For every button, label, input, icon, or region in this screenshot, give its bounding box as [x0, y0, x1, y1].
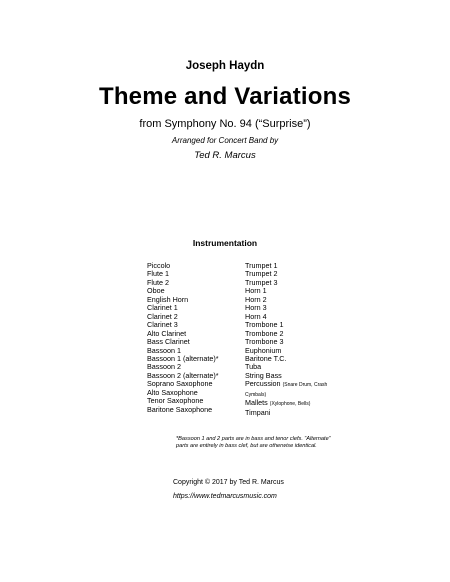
list-item: Clarinet 3	[147, 320, 178, 330]
list-item: Tuba	[245, 362, 262, 372]
list-item: String Bass	[245, 370, 282, 380]
arranger-name: Ted R. Marcus	[194, 150, 256, 161]
list-item: Tenor Saxophone	[147, 396, 204, 406]
list-item: Bassoon 2 (alternate)*	[147, 370, 219, 380]
list-item: Piccolo	[147, 261, 171, 270]
percussion-detail-cont: Cymbals)	[245, 391, 267, 398]
arranged-for-line: Arranged for Concert Band by	[171, 136, 279, 145]
list-item: Horn 2	[245, 294, 267, 304]
list-item: Euphonium	[245, 345, 282, 355]
list-item: Oboe	[147, 286, 165, 296]
copyright-notice: Copyright © 2017 by Ted R. Marcus	[173, 479, 284, 486]
subtitle: from Symphony No. 94 (“Surprise”)	[139, 118, 311, 130]
list-item: Trombone 1	[245, 320, 284, 330]
list-item: Timpani	[245, 407, 271, 417]
list-item: Bass Clarinet	[147, 337, 190, 347]
footnote-line: *Bassoon 1 and 2 parts are in bass and tenor clefs. “Alternate”	[176, 436, 331, 442]
list-item: Bassoon 2	[147, 362, 181, 372]
list-item: English Horn	[147, 294, 189, 304]
list-item: Horn 4	[245, 311, 267, 321]
list-item: Flute 2	[147, 277, 169, 287]
footnote-line: parts are entirely in bass clef, but are otherwise identical.	[176, 443, 317, 449]
list-item: Trombone 3	[245, 337, 284, 347]
instrumentation-heading: Instrumentation	[192, 238, 258, 248]
list-item: Soprano Saxophone	[147, 379, 213, 389]
footnote	[176, 436, 356, 450]
composer-name: Joseph Haydn	[185, 60, 265, 72]
instrument-list-right	[245, 262, 327, 417]
list-item: Clarinet 2	[147, 311, 178, 321]
list-item: Baritone T.C.	[245, 353, 287, 363]
list-item: Trumpet 2	[245, 269, 278, 279]
list-item: Bassoon 1 (alternate)*	[147, 353, 219, 363]
list-item: Baritone Saxophone	[147, 404, 213, 414]
percussion-label: Percussion	[245, 379, 281, 389]
instrument-list-left	[147, 262, 219, 414]
list-item: Trombone 2	[245, 328, 284, 338]
page-title: Theme and Variations	[98, 83, 352, 110]
list-item: Flute 1	[147, 269, 169, 279]
list-item: Trumpet 3	[245, 277, 278, 287]
list-item: Horn 3	[245, 303, 267, 313]
mallets-detail: (Xylophone, Bells)	[269, 401, 311, 408]
list-item-percussion	[245, 380, 327, 389]
list-item: Horn 1	[245, 286, 267, 296]
mallets-label: Mallets	[245, 398, 268, 408]
percussion-detail: (Snare Drum, Crash	[282, 382, 328, 389]
list-item: Alto Saxophone	[147, 387, 198, 397]
website-link[interactable]: https://www.tedmarcusmusic.com	[173, 493, 277, 500]
list-item: Trumpet 1	[245, 261, 278, 270]
list-item: Alto Clarinet	[147, 328, 187, 338]
list-item: Clarinet 1	[147, 303, 178, 313]
list-item: Bassoon 1	[147, 345, 181, 355]
